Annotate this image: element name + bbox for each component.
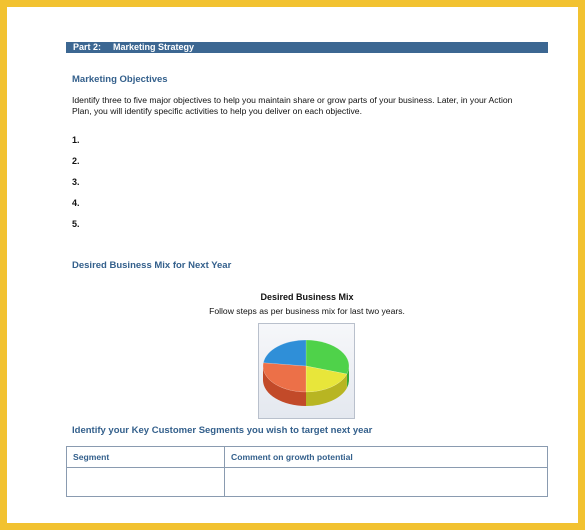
- growth-comment-cell[interactable]: [225, 468, 547, 496]
- marketing-objectives-heading: Marketing Objectives: [72, 74, 168, 85]
- business-mix-chart[interactable]: [258, 323, 355, 419]
- objective-item-2[interactable]: 2.: [72, 156, 80, 166]
- business-mix-heading: Desired Business Mix for Next Year: [72, 260, 232, 271]
- chart-title: Desired Business Mix: [260, 292, 354, 302]
- part-header-bar: [66, 42, 548, 53]
- objective-item-5[interactable]: 5.: [72, 219, 80, 229]
- objective-item-4[interactable]: 4.: [72, 198, 80, 208]
- objective-item-3[interactable]: 3.: [72, 177, 80, 187]
- segment-column-header: Segment: [73, 452, 110, 462]
- customer-segments-heading: Identify your Key Customer Segments you wish to target next year: [72, 425, 373, 436]
- pie-slice-4[interactable]: [263, 340, 306, 366]
- chart-subtitle: Follow steps as per business mix for last two years.: [209, 306, 405, 316]
- segments-table: [66, 446, 548, 497]
- objectives-instructions: [72, 95, 542, 117]
- pie-chart-svg: [259, 324, 354, 418]
- objectives-line-1: Identify three to five major objectives to help you maintain share or grow parts of your business. Later, in your Action: [72, 95, 513, 105]
- objective-item-1[interactable]: 1.: [72, 135, 80, 145]
- segment-cell[interactable]: [67, 468, 224, 496]
- growth-comment-column-header: Comment on growth potential: [231, 452, 353, 462]
- part-title: Marketing Strategy: [113, 42, 195, 52]
- objectives-line-2: Plan, you will identify specific activities to help you deliver on each objective.: [72, 106, 362, 116]
- part-number: Part 2:: [73, 42, 102, 52]
